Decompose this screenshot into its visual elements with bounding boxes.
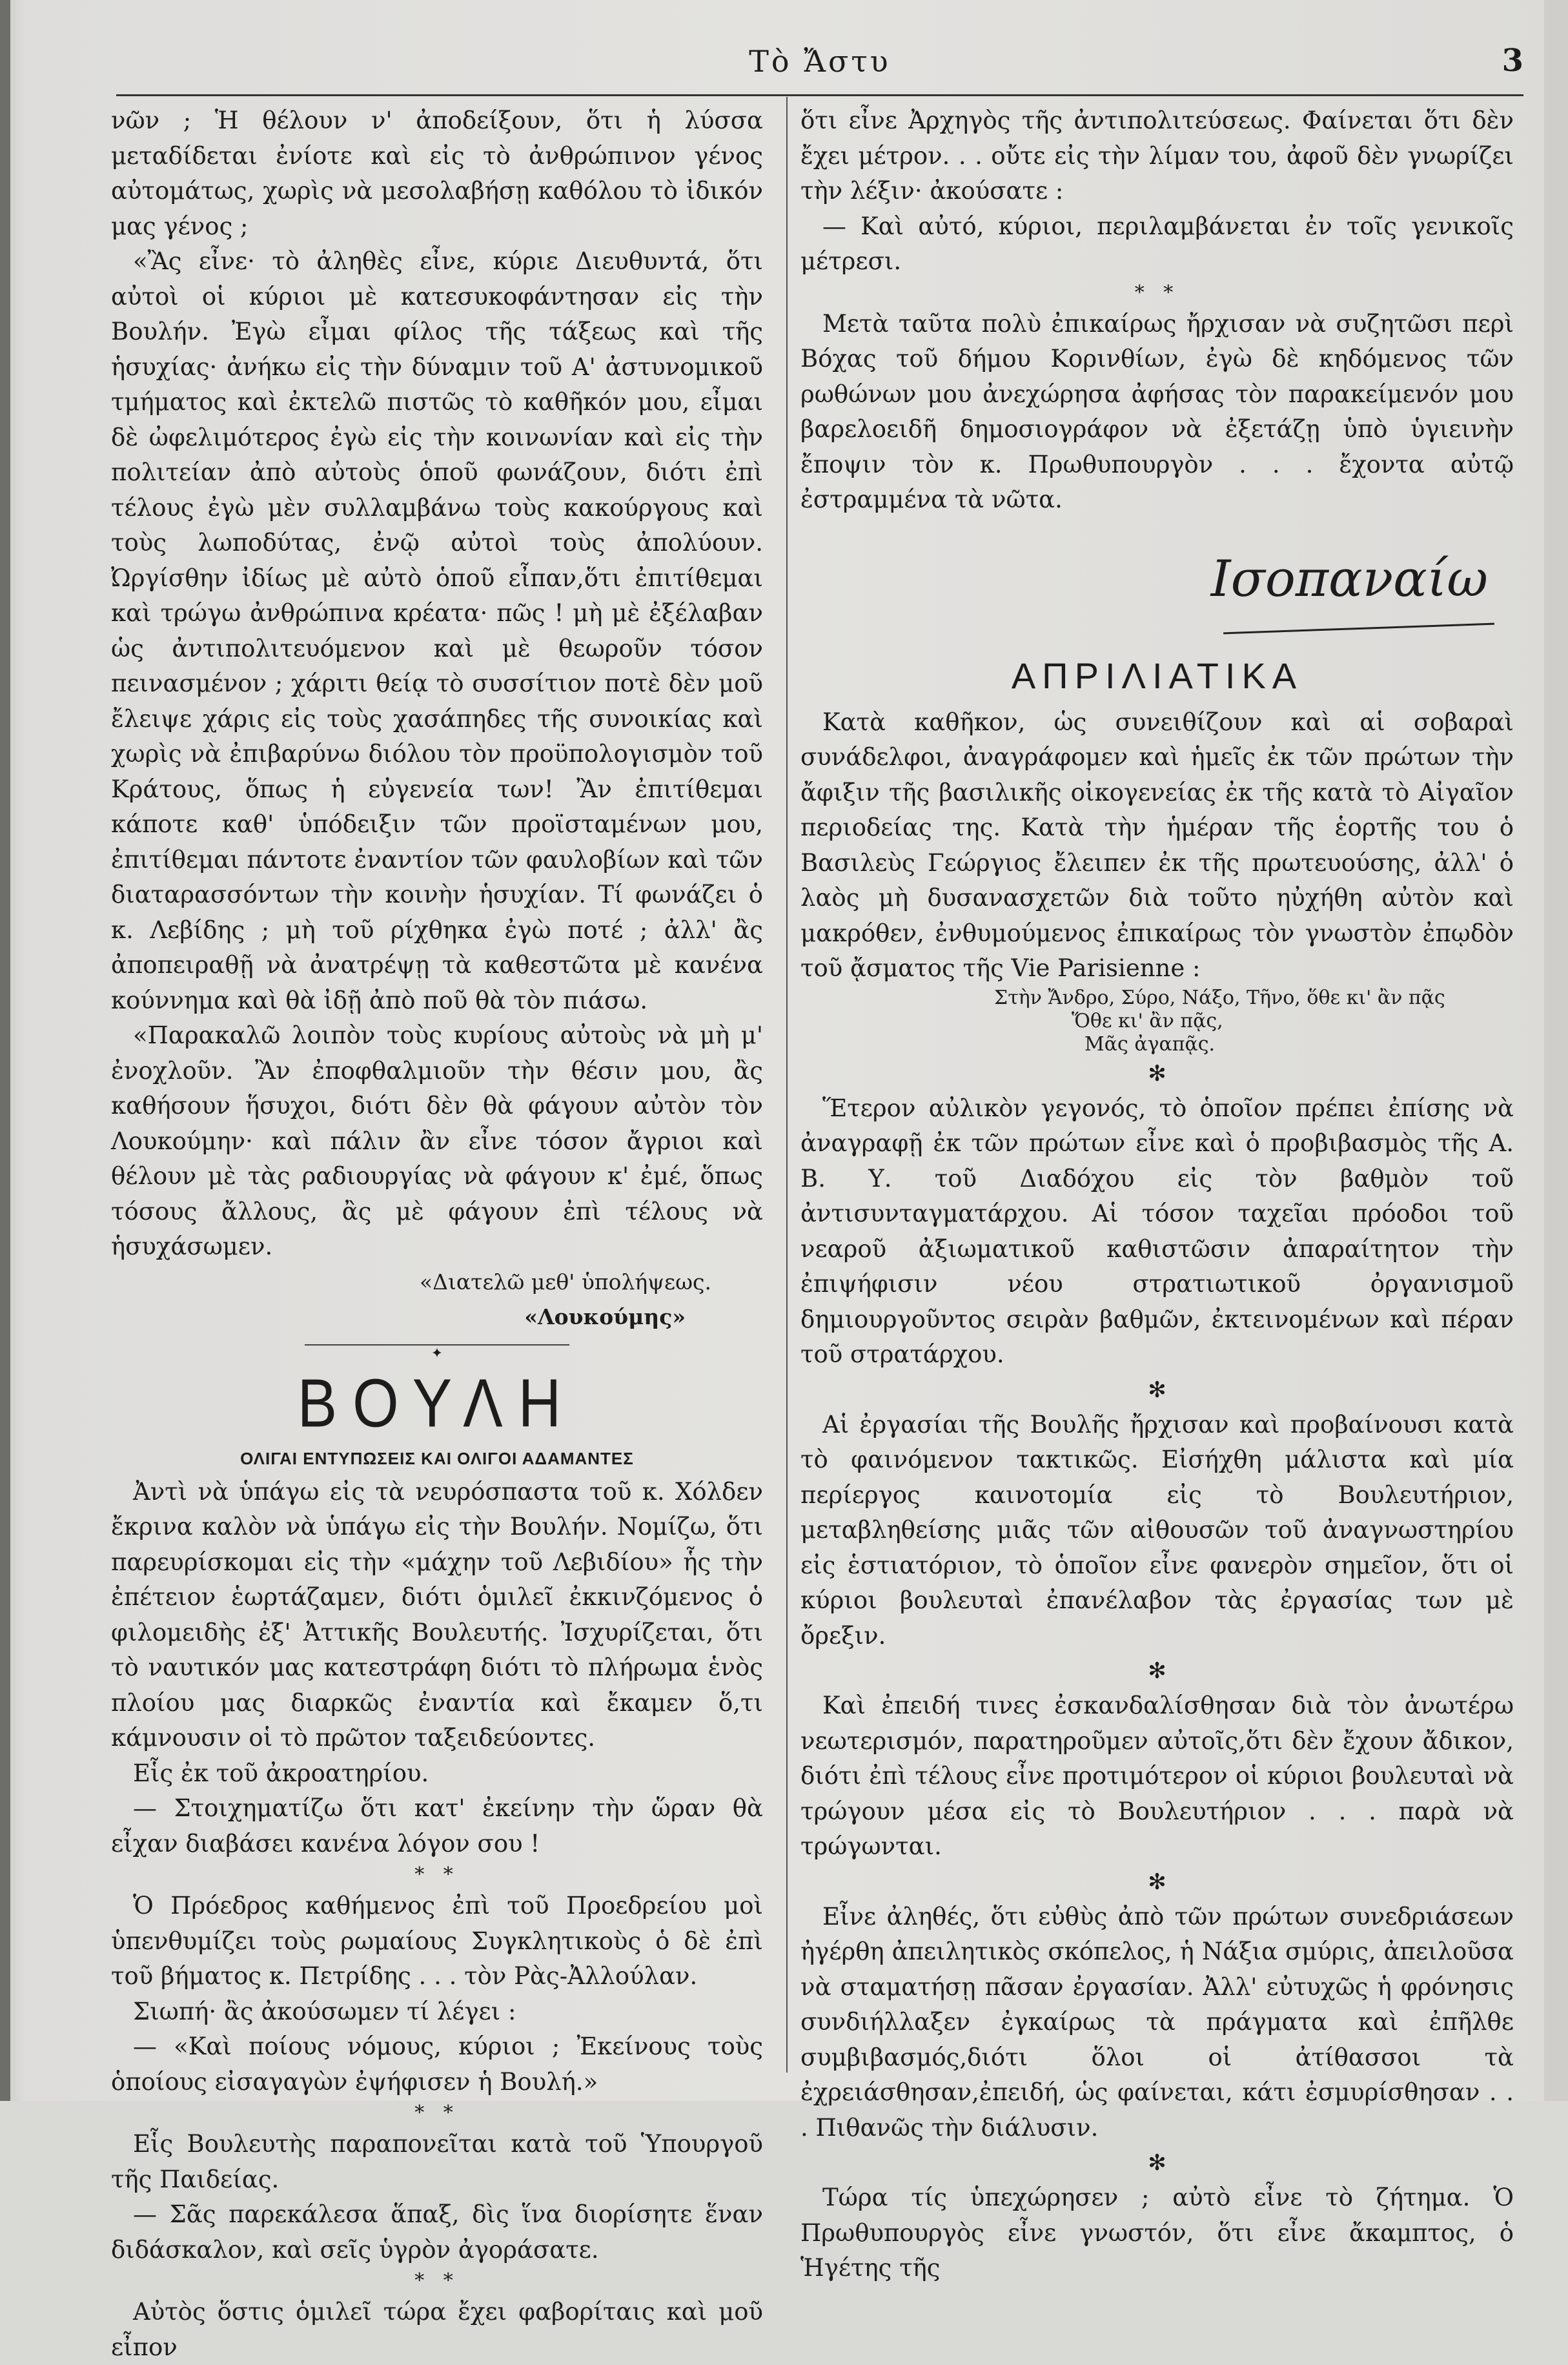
- asterism: * *: [1134, 281, 1180, 304]
- right-column: [800, 103, 1514, 2286]
- paragraph: — Στοιχηματίζω ὅτι κατ' ἐκείνην τὴν ὥραν θὰ εἶχαν διαβάσει κανένα λόγον σου !: [111, 1794, 763, 1858]
- verse-line: Ὅθε κι' ἂν πᾷς,: [1072, 1009, 1223, 1032]
- binding-spine: [0, 0, 10, 2101]
- page-number: 3: [1502, 43, 1523, 79]
- verse-line: Μᾶς ἀγαπᾷς.: [1084, 1032, 1216, 1056]
- paragraph: Αὐτὸς ὅστις ὁμιλεῖ τώρα ἔχει φαβορίταις καὶ μοῦ εἶπον: [111, 2298, 763, 2361]
- paragraph: Ἀντὶ νὰ ὑπάγω εἰς τὰ νευρόσπαστα τοῦ κ. Χόλδεν ἔκρινα καλὸν νὰ ὑπάγω εἰς τὴν Βουλήν. Νομίζω, ὅτι παρευρίσκομαι εἰς τὴν «μάχην τοῦ Λεβιδίου» ἧς τὴν ἐπέτειον ἑωρτάζαμεν, διότι ὁμιλεῖ ἐκκινζόμενος ὁ φιλομειδὴς ἐξ' Ἀττικῆς Βουλευτής. Ἰσχυρίζεται, ὅτι τὸ ναυτικόν μας κατεστράφη διότι τὸ πλήρωμα ἑνὸς πλοίου μας διαρκῶς ἐναντία καὶ ἔκαμεν ὅ,τι κάμνουσιν οἱ τὸ πρῶτον ταξειδεύοντες.: [111, 1477, 763, 1752]
- column-divider: [786, 97, 788, 2073]
- paragraph: Αἱ ἐργασίαι τῆς Βουλῆς ἤρχισαν καὶ προβαίνουσι κατὰ τὸ φαινόμενον τακτικῶς. Εἰσήχθη μάλιστα καὶ μία περίεργος καινοτομία εἰς τὸ Βουλευτήριον, μεταβληθείσης μιᾶς τῶν αἰθουσῶν τοῦ ἀναγνωστηρίου εἰς ἑστιατόριον, τὸ ὁποῖον εἶνε φανερὸν σημεῖον, ὅτι οἱ κύριοι βουλευταὶ ἐπανέλαβον τὰς ἐργασίας των μὲ ὄρεξιν.: [800, 1410, 1514, 1650]
- paragraph: Κατὰ καθῆκον, ὡς συνειθίζουν καὶ αἱ σοβαραὶ συνάδελφοι, ἀναγράφομεν καὶ ἡμεῖς ἐκ τῶν πρώτων τὴν ἄφιξιν τῆς βασιλικῆς οἰκογενείας ἐκ τῆς κατὰ τὸ Αἰγαῖον περιοδείας της. Κατὰ τὴν ἡμέραν τῆς ἑορτῆς του ὁ Βασιλεὺς Γεώργιος ἔλειπεν ἐκ τῆς πρωτευούσης, ἀλλ' ὁ λαὸς μὴ δυσανασχετῶν διὰ τοῦτο ηὐχήθη αὐτὸν καὶ μακρόθεν, ἐνθυμούμενος ἐπικαίρως τὸν γνωστὸν ἐπῳδὸν τοῦ ᾄσματος τῆς Vie Parisienne :: [800, 708, 1514, 982]
- paragraph: — Σᾶς παρεκάλεσα ἅπαξ, δὶς ἵνα διορίσητε ἕναν διδάσκαλον, καὶ σεῖς ὑγρὸν ἀγοράσατε.: [111, 2200, 763, 2264]
- section-title-vouli: ΒΟΥΛΗ: [297, 1365, 577, 1442]
- paragraph: Τώρα τίς ὑπεχώρησεν ; αὐτὸ εἶνε τὸ ζήτημα. Ὁ Πρωθυπουργὸς εἶνε γνωστόν, ὅτι εἶνε ἄκαμπτος, ὁ Ἡγέτης τῆς: [800, 2184, 1514, 2282]
- newspaper-title: Τὸ Ἄστυ: [749, 44, 891, 79]
- paragraph: Εἷς ἐκ τοῦ ἀκροατηρίου.: [133, 1759, 429, 1787]
- paragraph: Εἷς Βουλευτὴς παραπονεῖται κατὰ τοῦ Ὑπουργοῦ τῆς Παιδείας.: [111, 2130, 763, 2193]
- paragraph: «Ἂς εἶνε· τὸ ἀληθὲς εἶνε, κύριε Διευθυντά, ὅτι αὐτοὶ οἱ κύριοι μὲ κατεσυκοφάντησαν εἰς τὴν Βουλήν. Ἐγὼ εἶμαι φίλος τῆς τάξεως καὶ τῆς ἡσυχίας· ἀνήκω εἰς τὴν δύναμιν τοῦ Α' ἀστυνομικοῦ τμήματος καὶ ἐκτελῶ πιστῶς τὸ καθῆκόν μου, εἶμαι δὲ ὠφελιμότερος ἐγὼ εἰς τὴν κοινωνίαν καὶ εἰς τὴν πολιτείαν ἀπὸ αὐτοὺς ὁποῦ φωνάζουν, διότι ἐπὶ τέλους ἐγὼ μὲν συλλαμβάνω τοὺς κακούργους καὶ τοὺς λωποδύτας, ἐνῷ αὐτοὶ τοὺς ἀπολύουν. Ὠργίσθην ἰδίως μὲ αὐτὸ ὁποῦ εἶπαν,ὅτι ἐπιτίθεμαι καὶ τρώγω ἀνθρώπινα κρέατα· πῶς ! μὴ μὲ ἐξέλαβαν ὡς ἀντιπολιτευόμενον καὶ μὲ θεωροῦν τόσον πεινασμένον ; χάριτι θείᾳ τὸ συσσίτιον ποτὲ δὲν μοῦ ἔλειψε χάρις εἰς τοὺς χασάπηδες τῆς συνοικίας καὶ χωρὶς νὰ ἐπιβαρύνω διόλου τὸν προϋπολογισμὸν τοῦ Κράτους, ὅπως ἡ εὐγενεία των! Ἂν ἐπιτίθεμαι κάποτε καθ' ὑπόδειξιν τῶν προϊσταμένων μου, ἐπιτίθεμαι πάντοτε ἐναντίον τῶν φαυλοβίων καὶ τῶν διαταρασσόντων τὴν κοινὴν ἡσυχίαν. Τί φωνάζει ὁ κ. Λεβίδης ; μὴ τοῦ ρίχθηκα ἐγὼ ποτέ ; ἀλλ' ἂς ἀποπειραθῇ νὰ ἀνατρέψῃ τὰ καθεστῶτα μὲ κανένα κούννημα καὶ θὰ ἰδῇ ἀπὸ ποῦ θὰ τὸν πιάσω.: [111, 247, 763, 1014]
- paragraph: νῶν ; Ἡ θέλουν ν' ἀποδείξουν, ὅτι ἡ λύσσα μεταδίδεται ἐνίοτε καὶ εἰς τὸ ἀνθρώπινον γένος αὐτομάτως, χωρὶς νὰ μεσολαβήσῃ καθόλου τὸ ἰδικόν μας γένος ;: [111, 107, 763, 240]
- paragraph: Ὁ Πρόεδρος καθήμενος ἐπὶ τοῦ Προεδρείου μοὶ ὑπενθυμίζει τοὺς ρωμαίους Συγκλητικοὺς ὁ δὲ ἐπὶ τοῦ βήματος κ. Πετρίδης . . . τὸν Ρὰς-Ἀλλούλαν.: [111, 1892, 763, 1990]
- paragraph: ὅτι εἶνε Ἀρχηγὸς τῆς ἀντιπολιτεύσεως. Φαίνεται ὅτι δὲν ἔχει μέτρον. . . οὔτε εἰς τὴν λίμαν του, ἀφοῦ δὲν γνωρίζει τὴν λέξιν· ἀκούσατε :: [800, 107, 1514, 205]
- verse-line: Στὴν Ἄνδρο, Σύρο, Νάξο, Τῆνο, ὅθε κι' ἂν πᾷς: [994, 986, 1445, 1009]
- paragraph: Ἕτερον αὐλικὸν γεγονός, τὸ ὁποῖον πρέπει ἐπίσης νὰ ἀναγραφῇ ἐκ τῶν πρώτων εἶνε καὶ ὁ προβιβασμὸς τῆς Α. Β. Υ. τοῦ Διαδόχου εἰς τὸν βαθμὸν τοῦ ἀντισυνταγματάρχου. Αἱ τόσον ταχεῖαι πρόοδοι τοῦ νεαροῦ ἀξιωματικοῦ καθιστῶσιν ἀπαραίτητον τὴν ἐπιψήφισιν νέου στρατιωτικοῦ ὀργανισμοῦ δημιουργοῦντος σειρὰν βαθμῶν, ἐκτεινομένων καὶ πέραν τοῦ στρατάρχου.: [800, 1094, 1514, 1368]
- asterism: * *: [414, 2269, 460, 2292]
- paragraph: Εἶνε ἀληθές, ὅτι εὐθὺς ἀπὸ τῶν πρώτων συνεδριάσεων ἠγέρθη ἀπειλητικὸς σκόπελος, ἡ Νάξια σμύρις, ἀπειλοῦσα νὰ σταματήσῃ πᾶσαν ἐργασίαν. Ἀλλ' εὐτυχῶς ἡ φρόνησις συνδιήλλαξεν ἐγκαίρως τὰ πράγματα καὶ ἐπῆλθε συμβιβασμός,διότι ὅλοι οἱ ἀτίθασσοι τὰ ἐχρειάσθησαν,ἐπειδή, ὡς φαίνεται, κάτι ἐσμυρίσθησαν . . . Πιθανῶς τὴν διάλυσιν.: [800, 1902, 1514, 2142]
- left-column: [111, 103, 763, 2365]
- section-ornament: ✻: [1148, 1868, 1166, 1895]
- section-ornament: ✻: [1148, 1377, 1166, 1403]
- page-header: [116, 39, 1523, 90]
- paragraph: — Καὶ αὐτό, κύριοι, περιλαμβάνεται ἐν τοῖς γενικοῖς μέτρεσι.: [800, 212, 1514, 275]
- section-ornament: ✻: [1148, 2150, 1166, 2176]
- section-ornament: ✻: [1148, 1658, 1166, 1684]
- song-verse: [800, 987, 1514, 1056]
- section-ornament: ✻: [1148, 1060, 1166, 1087]
- signature-flourish: [800, 628, 1514, 640]
- author-signature: Ισοπαναίω: [1210, 549, 1488, 608]
- section-title-apriliatika: ΑΠΡΙΛΙΑΤΙΚΑ: [1011, 655, 1303, 696]
- letter-closing: «Διατελῶ μεθ' ὑπολήψεως.: [419, 1269, 711, 1295]
- header-rule: [116, 94, 1523, 96]
- paragraph: Μετὰ ταῦτα πολὺ ἐπικαίρως ἤρχισαν νὰ συζητῶσι περὶ Βόχας τοῦ δήμου Κορινθίων, ἐγὼ δὲ κηδόμενος τῶν ρωθώνων μου ἀνεχώρησα ἀφήσας τὸν παρακείμενόν μου βαρελοειδῆ δημοσιογράφον νὰ ἐξετάζῃ ὑπὸ ὑγιεινὴν ἔποψιν τὸν κ. Πρωθυπουργὸν . . . ἔχοντα αὐτῷ ἐστραμμένα τὰ νῶτα.: [800, 309, 1514, 513]
- paragraph: «Παρακαλῶ λοιπὸν τοὺς κυρίους αὐτοὺς νὰ μὴ μ' ἐνοχλοῦν. Ἂν ἐποφθαλμιοῦν τὴν θέσιν μου, ἂς καθήσουν ἥσυχοι, διότι δὲν θὰ φάγουν αὐτὸν τὸν Λουκούμην· καὶ πάλιν ἂν εἶνε τόσον ἄγριοι καὶ θέλουν μὲ τὰς ραδιουργίας νὰ φάγουν κ' ἐμέ, ὅπως τόσους ἄλλους, ἂς μὲ φάγουν ἐπὶ τέλους νὰ ἡσυχάσωμεν.: [111, 1021, 763, 1260]
- paragraph: Καὶ ἐπειδή τινες ἐσκανδαλίσθησαν διὰ τὸν ἀνωτέρω νεωτερισμόν, παρατηροῦμεν αὐτοῖς,ὅτι δὲν ἔχουν ἄδικον, διότι ἐπὶ τέλους εἶνε προτιμότερον οἱ κύριοι βουλευταὶ νὰ τρώγουν μέσα εἰς τὸ Βουλευτήριον . . . παρὰ νὰ τρώγωνται.: [800, 1692, 1514, 1860]
- paragraph: Σιωπή· ἂς ἀκούσωμεν τί λέγει :: [133, 1997, 516, 2025]
- letter-signature: «Λουκούμης»: [524, 1304, 686, 1329]
- asterism: * *: [414, 1863, 460, 1886]
- paragraph: — «Καὶ ποίους νόμους, κύριοι ; Ἐκείνους τοὺς ὁποίους εἰσαγαγὼν ἐψήφισεν ἡ Βουλή.»: [111, 2032, 763, 2096]
- section-subtitle: ΟΛΙΓΑΙ ΕΝΤΥΠΩΣΕΙΣ ΚΑΙ ΟΛΙΓΟΙ ΑΔΑΜΑΝΤΕΣ: [240, 1448, 634, 1468]
- section-separator: ✦: [111, 1335, 763, 1355]
- asterism: * *: [414, 2102, 460, 2124]
- page-edge: [1544, 0, 1568, 2101]
